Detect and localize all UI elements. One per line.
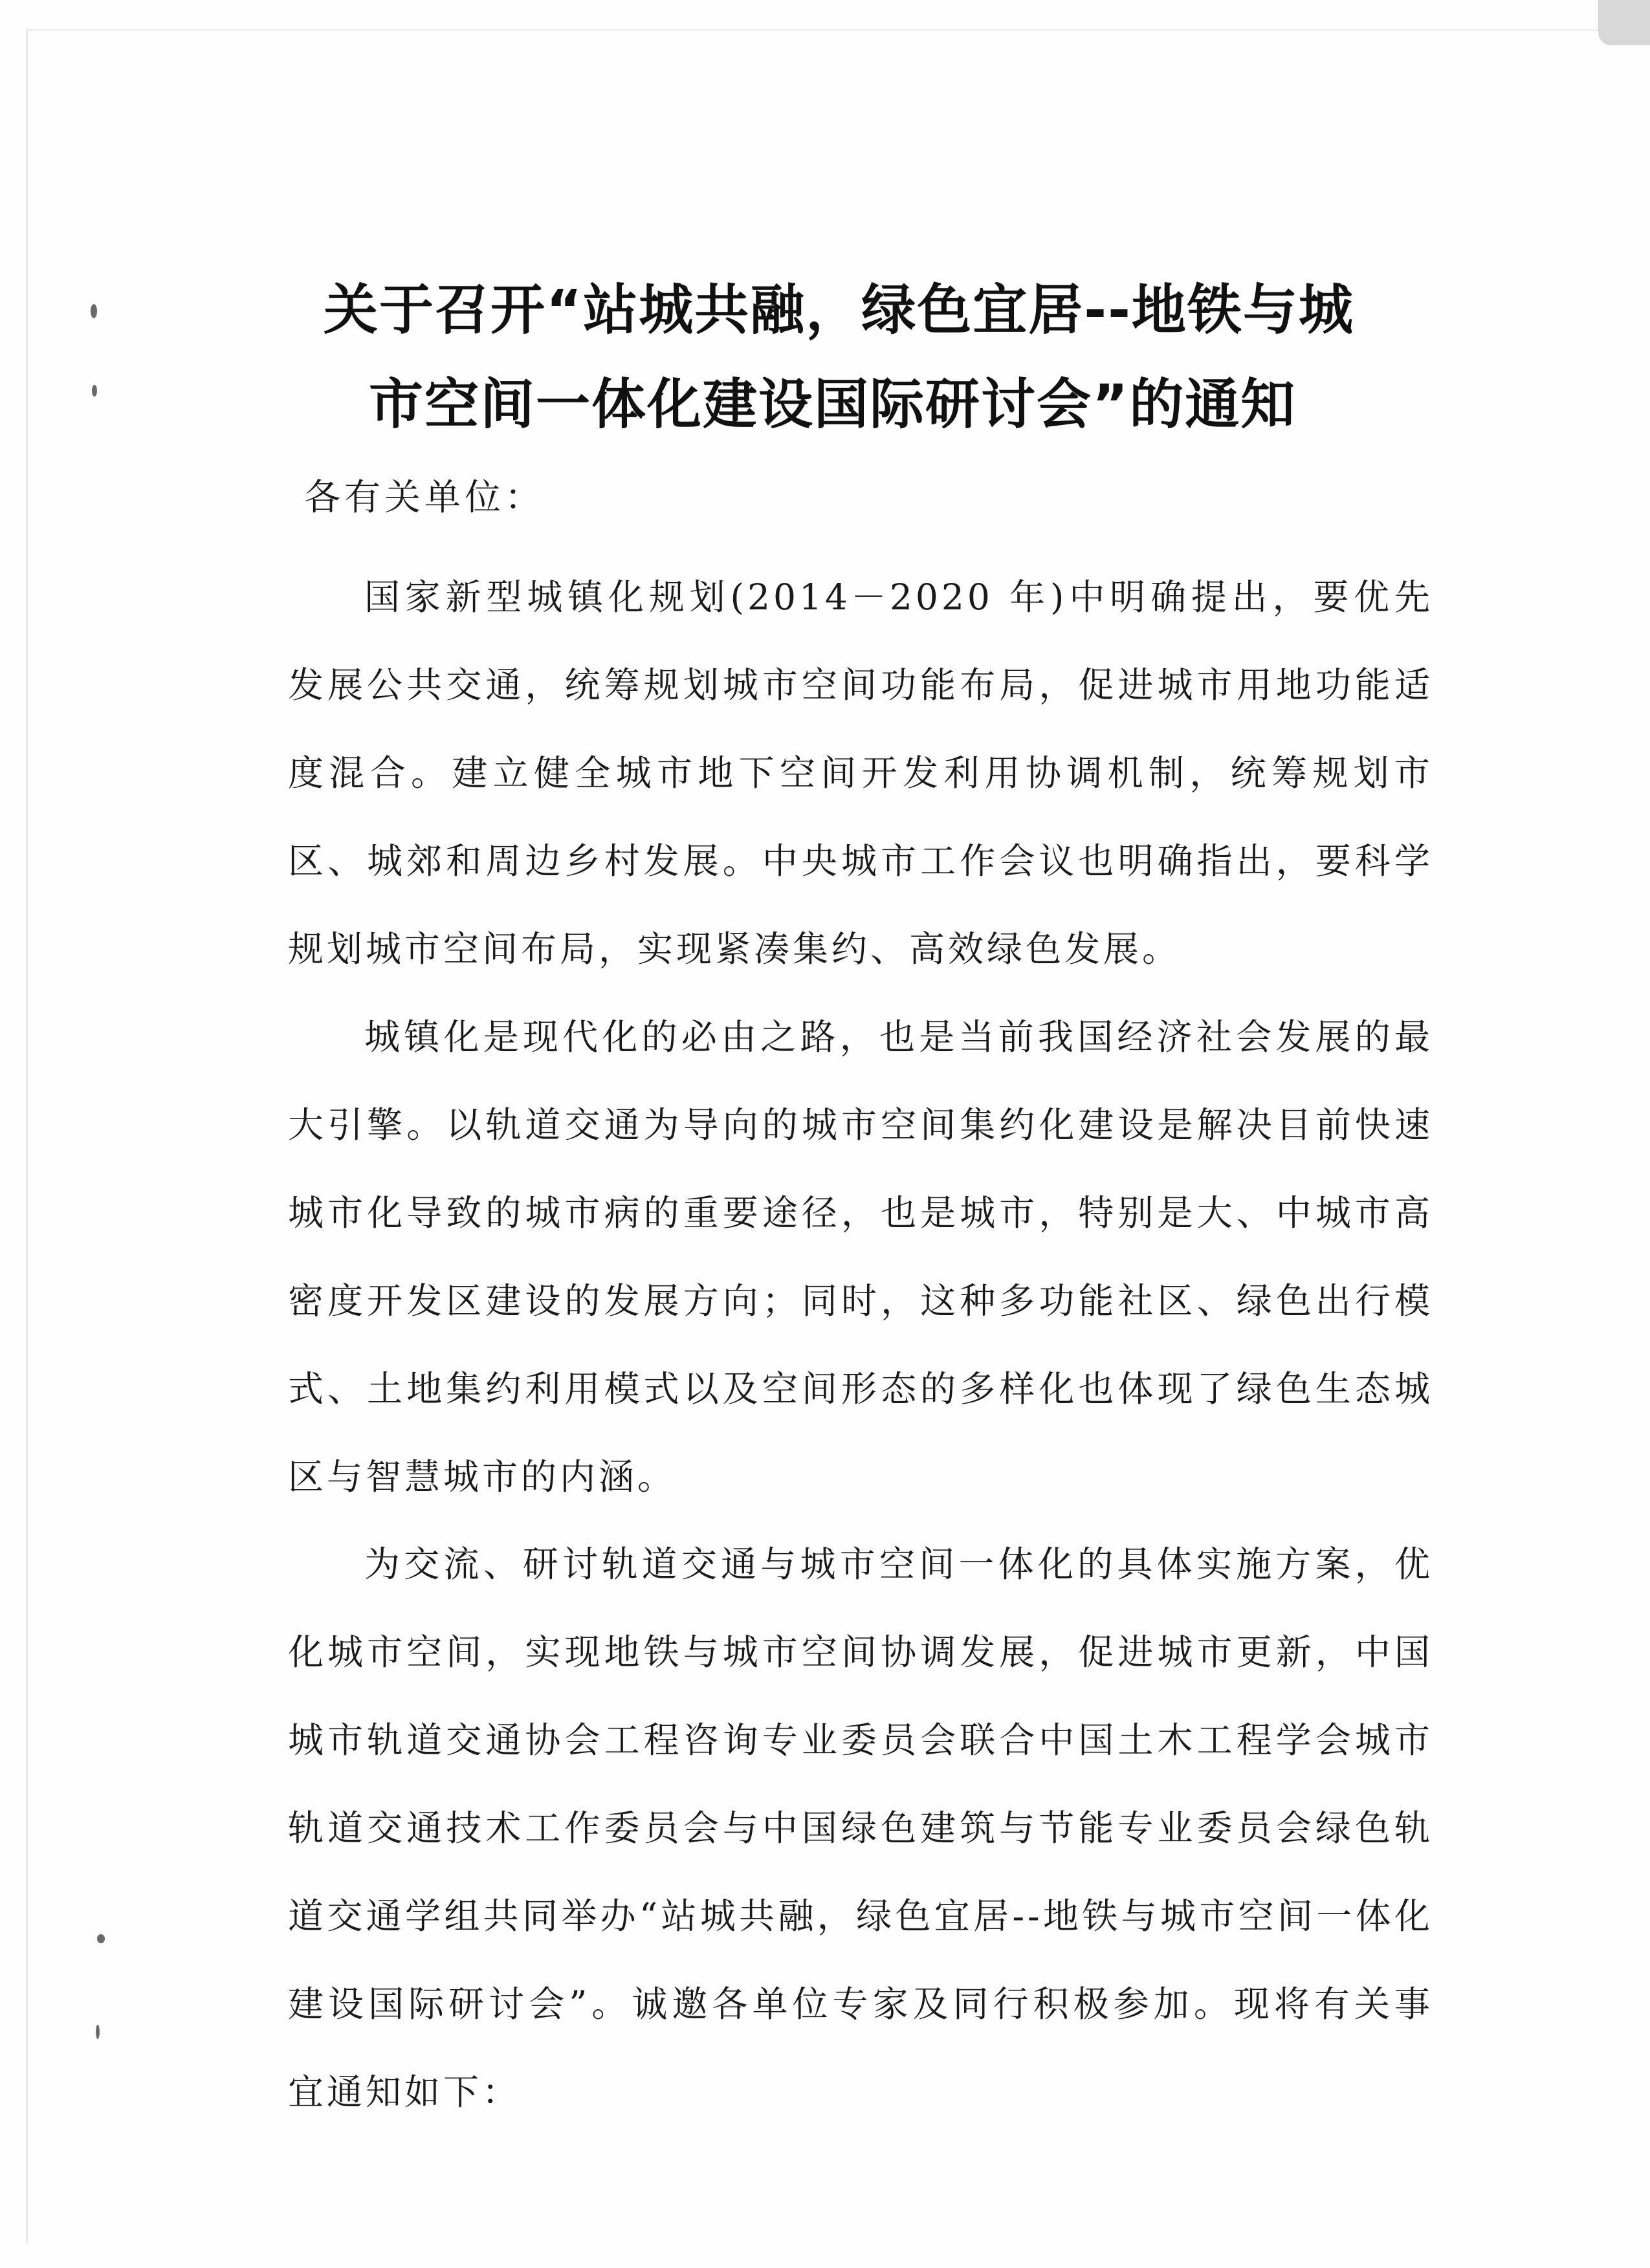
scan-corner-artifact [1598,0,1650,45]
document-title [272,263,1469,452]
scan-speck [92,385,97,397]
title-line-1: 关于召开“站城共融，绿色宜居--地铁与城 [324,278,1354,342]
title-line-2: 市空间一体化建设国际研讨会”的通知 [369,373,1297,437]
salutation: 各有关单位： [304,477,545,519]
body-paragraph-3: 为交流、研讨轨道交通与城市空间一体化的具体实施方案，优化城市空间，实现地铁与城市空间协调发展，促进城市更新，中国城市轨道交通协会工程咨询专业委员会联合中国土木工程学会城市轨道交通技术工作委员会与中国绿色建筑与节能专业委员会绿色轨道交通学组共同举办“站城共融，绿色宜居--地铁与城市空间一体化建设国际研讨会”。诚邀各单位专家及同行积极参加。现将有关事宜通知如下： [288,1543,1433,2113]
body-paragraph-1: 国家新型城镇化规划(2014－2020 年)中明确提出，要优先发展公共交通，统筹规划城市空间功能布局，促进城市用地功能适度混合。建立健全城市地下空间开发利用协调机制，统筹规划市区、城郊和周边乡村发展。中央城市工作会议也明确指出，要科学规划城市空间布局，实现紧凑集约、高效绿色发展。 [288,576,1433,970]
scan-speck [91,304,97,318]
body-paragraph-2: 城镇化是现代化的必由之路，也是当前我国经济社会发展的最大引擎。以轨道交通为导向的城市空间集约化建设是解决目前快速城市化导致的城市病的重要途径，也是城市，特别是大、中城市高密度开发区建设的发展方向；同时，这种多功能社区、绿色出行模式、土地集约利用模式以及空间形态的多样化也体现了绿色生态城区与智慧城市的内涵。 [288,1016,1433,1498]
scan-speck [97,1934,105,1943]
scan-speck [96,2025,100,2039]
